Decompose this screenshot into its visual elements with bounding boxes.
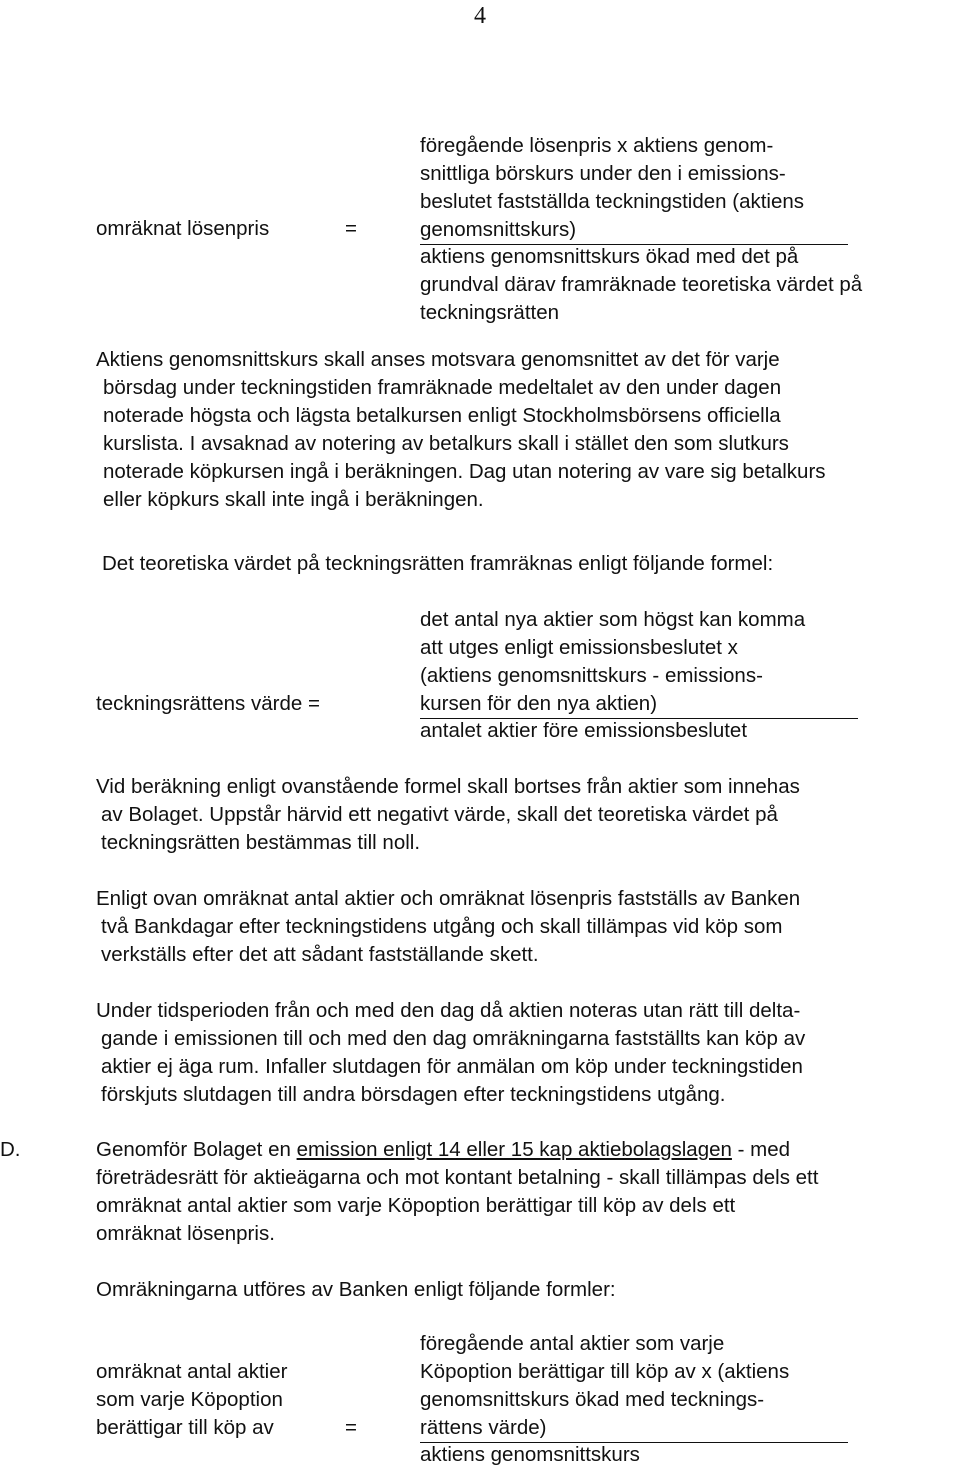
- formula3-lhs-line: omräknat antal aktier: [96, 1360, 288, 1383]
- formula3-numerator-line: föregående antal aktier som varje: [420, 1332, 725, 1355]
- intro-teoretiska-vardet: Det teoretiska värdet på teckningsrätten framräknas enligt följande formel:: [102, 552, 774, 575]
- paragraph-line: Enligt ovan omräknat antal aktier och omräknat lösenpris fastställs av Banken: [96, 887, 801, 910]
- paragraph-line: eller köpkurs skall inte ingå i beräkningen.: [103, 488, 484, 511]
- formula3-denominator: [420, 1441, 640, 1469]
- formula3-numerator-line: genomsnittskurs ökad med tecknings-: [420, 1388, 765, 1411]
- section-d-label: D.: [0, 1138, 21, 1161]
- formula1-denominator-line: teckningsrätten: [420, 301, 560, 324]
- formula3-numerator-line: Köpoption berättigar till köp av x (aktiens: [420, 1360, 790, 1383]
- paragraph-genomsnittskurs: [96, 346, 826, 514]
- formula1-denominator-line: grundval därav framräknade teoretiska värdet på: [420, 273, 863, 296]
- formula2-denominator: [420, 717, 747, 745]
- formula1-numerator-line: föregående lösenpris x aktiens genom-: [420, 134, 774, 157]
- formula1-numerator-line: snittliga börskurs under den i emissions-: [420, 162, 786, 185]
- formula2-numerator-line: kursen för den nya aktien): [420, 690, 858, 719]
- formula3-equals: =: [345, 1416, 357, 1439]
- formula3-numerator-line: rättens värde): [420, 1414, 848, 1443]
- paragraph-line: förskjuts slutdagen till andra börsdagen efter teckningstidens utgång.: [101, 1083, 726, 1106]
- paragraph-line: noterade köpkursen ingå i beräkningen. Dag utan notering av vare sig betalkurs: [103, 460, 826, 483]
- intro-omrakningarna: Omräkningarna utföres av Banken enligt följande formler:: [96, 1278, 616, 1301]
- section-d-law-reference: emission enligt 14 eller 15 kap aktiebolagslagen: [296, 1138, 732, 1161]
- page-number: 4: [474, 3, 486, 29]
- formula2-lhs: teckningsrättens värde =: [96, 692, 320, 715]
- formula1-numerator-line: genomsnittskurs): [420, 216, 848, 245]
- formula3-denominator-line: aktiens genomsnittskurs: [420, 1443, 640, 1466]
- section-d-text: [96, 1136, 818, 1248]
- section-d-line1-pre: Genomför Bolaget en: [96, 1138, 297, 1161]
- paragraph-line: kurslista. I avsaknad av notering av betalkurs skall i stället den som slutkurs: [103, 432, 789, 455]
- formula1-denominator: [420, 243, 862, 327]
- paragraph-negativt-varde: [96, 773, 800, 857]
- formula1-equals: =: [345, 217, 357, 240]
- section-d-line: omräknat antal aktier som varje Köpoption berättigar till köp av dels ett: [96, 1194, 736, 1217]
- paragraph-line: noterade högsta och lägsta betalkursen enligt Stockholmsbörsens officiella: [103, 404, 781, 427]
- paragraph-line: Vid beräkning enligt ovanstående formel skall bortses från aktier som innehas: [96, 775, 800, 798]
- paragraph-line: gande i emissionen till och med den dag omräkningarna fastställts kan köp av: [101, 1027, 806, 1050]
- formula2-numerator-line: det antal nya aktier som högst kan komma: [420, 608, 806, 631]
- formula2-denominator-line: antalet aktier före emissionsbeslutet: [420, 719, 748, 742]
- formula1-numerator-line: beslutet fastställda teckningstiden (aktiens: [420, 190, 805, 213]
- formula1-lhs: omräknat lösenpris: [96, 217, 270, 240]
- formula2-numerator: [420, 606, 858, 718]
- paragraph-line: verkställs efter det att sådant fastställande skett.: [101, 943, 539, 966]
- paragraph-line: börsdag under teckningstiden framräknade medeltalet av den under dagen: [103, 376, 782, 399]
- section-d-line: företrädesrätt för aktieägarna och mot kontant betalning - skall tillämpas dels ett: [96, 1166, 819, 1189]
- paragraph-line: Aktiens genomsnittskurs skall anses motsvara genomsnittet av det för varje: [96, 348, 780, 371]
- formula2-numerator-line: (aktiens genomsnittskurs - emissions-: [420, 664, 763, 687]
- paragraph-line: två Bankdagar efter teckningstidens utgång och skall tillämpas vid köp som: [101, 915, 783, 938]
- paragraph-line: Under tidsperioden från och med den dag då aktien noteras utan rätt till delta-: [96, 999, 801, 1022]
- section-d-line1-post: - med: [731, 1138, 791, 1161]
- formula3-lhs: [96, 1358, 287, 1442]
- formula1-numerator: [420, 132, 848, 244]
- paragraph-tidsperioden: [96, 997, 805, 1109]
- formula2-numerator-line: att utges enligt emissionsbeslutet x: [420, 636, 738, 659]
- paragraph-line: av Bolaget. Uppstår härvid ett negativt värde, skall det teoretiska värdet på: [101, 803, 778, 826]
- section-d-line: [96, 1136, 818, 1164]
- paragraph-banken: [96, 885, 800, 969]
- paragraph-line: teckningsrätten bestämmas till noll.: [101, 831, 421, 854]
- paragraph-line: aktier ej äga rum. Infaller slutdagen för anmälan om köp under teckningstiden: [101, 1055, 803, 1078]
- formula1-denominator-line: aktiens genomsnittskurs ökad med det på: [420, 245, 799, 268]
- formula3-lhs-line: berättigar till köp av: [96, 1416, 274, 1439]
- section-d-line: omräknat lösenpris.: [96, 1222, 275, 1245]
- formula3-lhs-line: som varje Köpoption: [96, 1388, 283, 1411]
- formula3-numerator: [420, 1330, 848, 1442]
